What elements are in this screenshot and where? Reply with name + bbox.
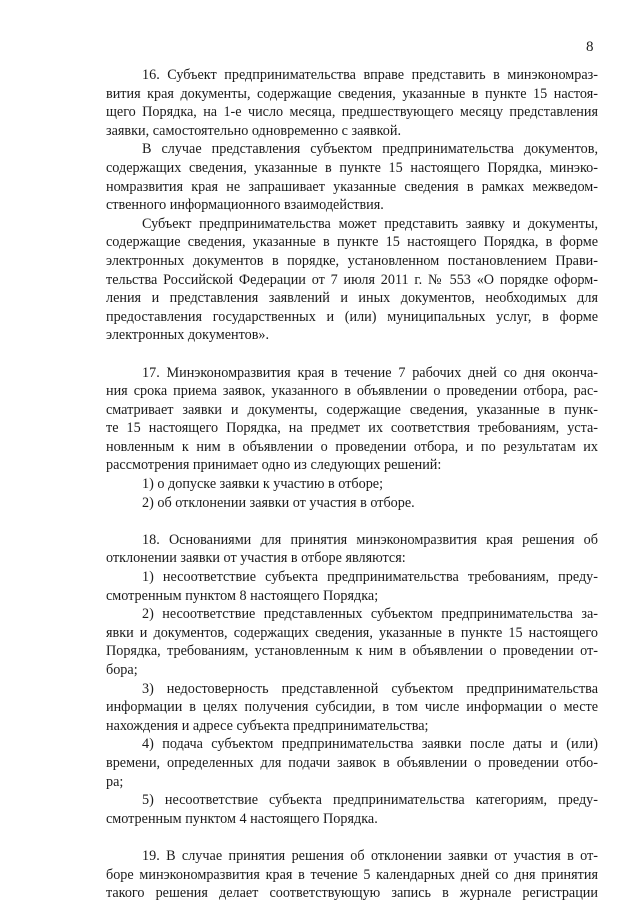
- text-line: информации в целях получения субсидии, в том числе информации о месте: [106, 699, 598, 716]
- text-line: ления и представления заявлений и иных документов, необходимых для: [106, 290, 598, 307]
- text-line: смотренным пунктом 8 настоящего Порядка;: [106, 587, 379, 604]
- text-line: 18. Основаниями для принятия минэкономразвития края решения об: [142, 531, 598, 548]
- text-line: 2) несоответствие представленных субъектом предпринимательства за-: [142, 606, 598, 623]
- text-line: рассмотрения принимает одно из следующих решений:: [106, 457, 442, 474]
- paragraph-p16a: [106, 66, 598, 140]
- text-line: нахождения и адресе субъекта предпринимательства;: [106, 717, 429, 734]
- text-line: 17. Минэкономразвития края в течение 7 рабочих дней со дня оконча-: [142, 364, 598, 381]
- text-line: 2) об отклонении заявки от участия в отборе.: [142, 494, 415, 511]
- text-line: смотренным пунктом 4 настоящего Порядка.: [106, 810, 378, 827]
- paragraph-p18-4: [106, 735, 598, 791]
- text-line: бора;: [106, 662, 138, 678]
- text-line: электронных документов в порядке, установленном постановлением Прави-: [106, 252, 598, 269]
- paragraph-p16b: [106, 140, 598, 214]
- paragraph-p18-5: [106, 791, 598, 828]
- text-line: Субъект предпринимательства может представить заявку и документы,: [142, 215, 598, 232]
- paragraph-p19: [106, 847, 598, 903]
- text-line: содержащих сведения, указанные в пункте 15 настоящего Порядка, минэко-: [106, 159, 598, 176]
- text-line: 16. Субъект предпринимательства вправе представить в минэкономраз-: [142, 67, 598, 83]
- paragraph-gap: [106, 345, 598, 364]
- paragraph-p18-3: [106, 680, 598, 736]
- paragraph-p16c: [106, 215, 598, 345]
- text-line: сматривает заявки и документы, содержащие сведения, указанные в пунк-: [106, 401, 598, 418]
- text-line: времени, определенных для подачи заявок в объявлении о проведении отбо-: [106, 754, 598, 771]
- text-line: 5) несоответствие субъекта предпринимательства категориям, преду-: [142, 792, 598, 809]
- text-line: такого решения делает соответствующую запись в журнале регистрации: [106, 885, 598, 902]
- text-line: ственного информационного взаимодействия.: [106, 197, 384, 214]
- text-line: 4) подача субъектом предпринимательства заявки после даты и (или): [142, 736, 598, 753]
- paragraph-p17-1: [106, 475, 598, 494]
- text-line: новленным к ним в объявлении о проведении отбора, и по результатам их: [106, 438, 598, 455]
- paragraph-gap: [106, 512, 598, 531]
- text-line: Порядка, требованиям, установленным к ним в объявлении о проведении от-: [106, 643, 598, 660]
- paragraph-p18-1: [106, 568, 598, 605]
- text-line: ния срока приема заявок, указанного в объявлении о проведении отбора, рас-: [106, 383, 598, 400]
- document-body: [106, 66, 598, 903]
- text-line: 3) недостоверность представленной субъектом предпринимательства: [142, 680, 598, 697]
- text-line: те 15 настоящего Порядка, на предмет их соответствия требованиям, уста-: [106, 420, 598, 437]
- text-line: боре минэкономразвития края в течение 5 календарных дней со дня принятия: [106, 866, 598, 883]
- text-line: явки и документов, содержащих сведения, указанные в пункте 15 настоящего: [106, 624, 598, 641]
- text-line: 1) несоответствие субъекта предпринимательства требованиям, преду-: [142, 569, 598, 586]
- text-line: заявки, самостоятельно одновременно с заявкой.: [106, 122, 401, 139]
- paragraph-p17: [106, 364, 598, 476]
- paragraph-p18: [106, 531, 598, 568]
- text-line: 19. В случае принятия решения об отклонении заявки от участия в от-: [142, 847, 598, 864]
- text-line: В случае представления субъектом предпринимательства документов,: [142, 141, 598, 158]
- paragraph-p17-2: [106, 494, 598, 513]
- text-line: электронных документов».: [106, 327, 270, 344]
- text-line: предоставления государственных и (или) муниципальных услуг, в форме: [106, 308, 598, 325]
- text-line: тельства Российской Федерации от 7 июля 2011 г. № 553 «О порядке оформ-: [106, 271, 598, 288]
- paragraph-p18-2: [106, 605, 598, 679]
- text-line: отклонении заявки от участия в отборе являются:: [106, 550, 406, 567]
- page-number: 8: [586, 39, 594, 55]
- text-line: 1) о допуске заявки к участию в отборе;: [142, 476, 384, 493]
- text-line: номразвития края не запрашивает указанные сведения в рамках межведом-: [106, 178, 598, 195]
- paragraph-gap: [106, 828, 598, 847]
- text-line: вития края документы, содержащие сведения, указанные в пункте 15 настоя-: [106, 85, 598, 102]
- text-line: содержащие сведения, указанные в пункте 15 настоящего Порядка, в форме: [106, 234, 598, 251]
- text-line: ра;: [106, 773, 124, 790]
- text-line: щего Порядка, на 1-е число месяца, предшествующего месяцу представления: [106, 104, 598, 121]
